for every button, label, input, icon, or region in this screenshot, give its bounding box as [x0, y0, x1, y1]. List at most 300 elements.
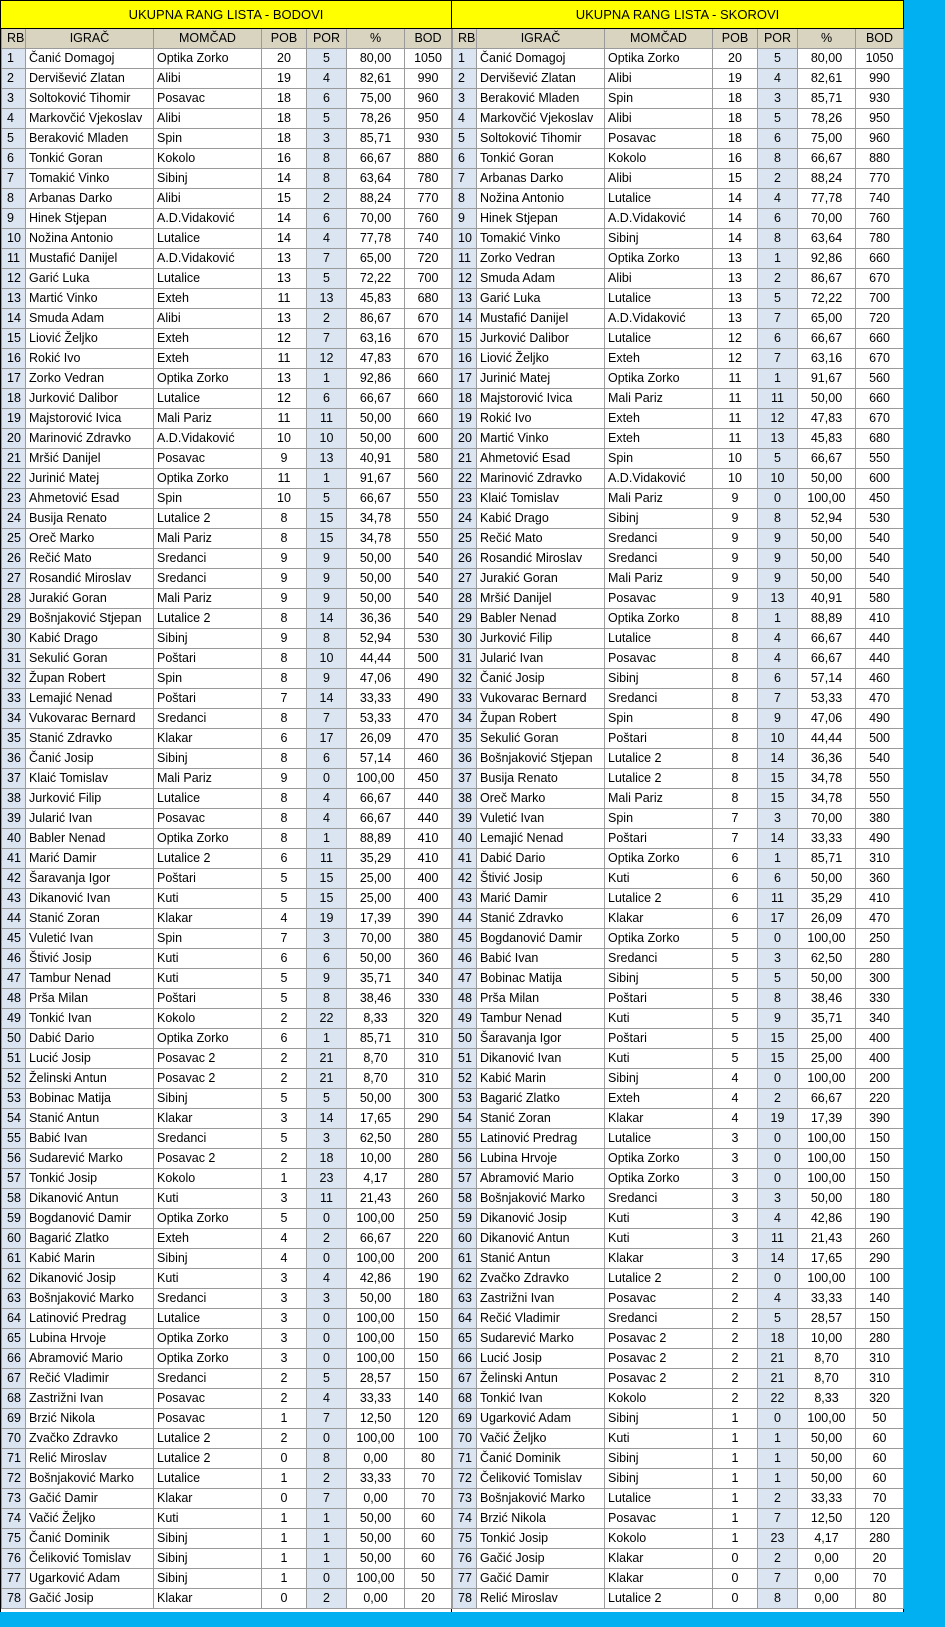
cell-wins: 6 — [262, 849, 307, 869]
cell-player: Dervišević Zlatan — [477, 69, 605, 89]
cell-percent: 100,00 — [798, 1169, 856, 1189]
cell-player: Bobinac Matija — [477, 969, 605, 989]
header-row — [453, 29, 904, 49]
table-row — [2, 729, 452, 749]
cell-rank: 5 — [2, 129, 26, 149]
cell-percent: 66,67 — [347, 489, 405, 509]
table-row — [2, 589, 452, 609]
cell-points: 720 — [405, 249, 452, 269]
cell-losses: 6 — [307, 389, 347, 409]
cell-points: 390 — [405, 909, 452, 929]
cell-team: Klakar — [605, 1569, 713, 1589]
cell-player: Gačić Josip — [477, 1549, 605, 1569]
cell-wins: 8 — [262, 649, 307, 669]
cell-player: Sekulić Goran — [26, 649, 154, 669]
cell-percent: 50,00 — [347, 949, 405, 969]
cell-rank: 55 — [2, 1129, 26, 1149]
cell-team: Spin — [154, 129, 262, 149]
cell-points: 150 — [856, 1169, 904, 1189]
table-row — [453, 1169, 904, 1189]
cell-losses: 9 — [307, 569, 347, 589]
cell-losses: 7 — [758, 349, 798, 369]
table-row — [453, 189, 904, 209]
cell-percent: 8,70 — [798, 1369, 856, 1389]
table-row — [2, 1549, 452, 1569]
cell-points: 760 — [856, 209, 904, 229]
cell-wins: 8 — [262, 509, 307, 529]
cell-losses: 9 — [758, 709, 798, 729]
cell-player: Kabić Drago — [477, 509, 605, 529]
cell-points: 70 — [856, 1489, 904, 1509]
cell-percent: 10,00 — [347, 1149, 405, 1169]
cell-percent: 40,91 — [347, 449, 405, 469]
cell-percent: 72,22 — [798, 289, 856, 309]
cell-player: Babler Nenad — [26, 829, 154, 849]
cell-percent: 0,00 — [347, 1489, 405, 1509]
table-row — [453, 1149, 904, 1169]
cell-losses: 4 — [307, 789, 347, 809]
table-row — [2, 469, 452, 489]
cell-player: Zvačko Zdravko — [26, 1429, 154, 1449]
cell-points: 660 — [405, 389, 452, 409]
table-row — [2, 1309, 452, 1329]
cell-player: Dabić Dario — [26, 1029, 154, 1049]
cell-rank: 59 — [453, 1209, 477, 1229]
cell-percent: 12,50 — [798, 1509, 856, 1529]
cell-losses: 3 — [307, 929, 347, 949]
cell-points: 460 — [856, 669, 904, 689]
cell-points: 410 — [405, 829, 452, 849]
cell-wins: 13 — [262, 269, 307, 289]
cell-losses: 1 — [307, 369, 347, 389]
table-row — [2, 1489, 452, 1509]
cell-rank: 3 — [453, 89, 477, 109]
cell-rank: 68 — [453, 1389, 477, 1409]
cell-rank: 4 — [2, 109, 26, 129]
cell-team: Lutalice 2 — [605, 1589, 713, 1609]
cell-wins: 2 — [262, 1369, 307, 1389]
cell-losses: 5 — [758, 449, 798, 469]
cell-rank: 24 — [453, 509, 477, 529]
cell-rank: 15 — [2, 329, 26, 349]
cell-player: Rečić Vladimir — [26, 1369, 154, 1389]
cell-percent: 91,67 — [798, 369, 856, 389]
cell-wins: 11 — [713, 429, 758, 449]
cell-losses: 4 — [307, 809, 347, 829]
cell-team: Sibinj — [605, 509, 713, 529]
cell-points: 950 — [856, 109, 904, 129]
cell-rank: 51 — [2, 1049, 26, 1069]
cell-wins: 3 — [713, 1189, 758, 1209]
cell-percent: 100,00 — [347, 1209, 405, 1229]
cell-losses: 7 — [307, 709, 347, 729]
cell-losses: 0 — [307, 1569, 347, 1589]
cell-points: 930 — [405, 129, 452, 149]
cell-losses: 21 — [758, 1349, 798, 1369]
table-row — [453, 549, 904, 569]
cell-team: Kokolo — [605, 1389, 713, 1409]
cell-rank: 40 — [2, 829, 26, 849]
column-header-wins: POB — [262, 29, 307, 49]
cell-rank: 17 — [453, 369, 477, 389]
cell-losses: 6 — [758, 129, 798, 149]
cell-percent: 50,00 — [347, 549, 405, 569]
table-row — [453, 509, 904, 529]
cell-percent: 53,33 — [798, 689, 856, 709]
cell-team: Sredanci — [154, 1129, 262, 1149]
cell-rank: 64 — [2, 1309, 26, 1329]
table-row — [2, 609, 452, 629]
cell-wins: 18 — [262, 109, 307, 129]
table-row — [453, 1509, 904, 1529]
cell-points: 600 — [856, 469, 904, 489]
cell-percent: 70,00 — [347, 929, 405, 949]
cell-points: 740 — [856, 189, 904, 209]
cell-wins: 2 — [262, 1429, 307, 1449]
cell-points: 380 — [405, 929, 452, 949]
cell-wins: 13 — [713, 289, 758, 309]
cell-team: Optika Zorko — [154, 1349, 262, 1369]
cell-losses: 3 — [758, 89, 798, 109]
table-row — [453, 1549, 904, 1569]
cell-losses: 6 — [758, 669, 798, 689]
cell-rank: 72 — [453, 1469, 477, 1489]
cell-rank: 49 — [2, 1009, 26, 1029]
cell-points: 400 — [405, 869, 452, 889]
cell-wins: 6 — [713, 849, 758, 869]
cell-rank: 78 — [453, 1589, 477, 1609]
cell-percent: 66,67 — [347, 789, 405, 809]
cell-rank: 41 — [2, 849, 26, 869]
cell-player: Babler Nenad — [477, 609, 605, 629]
cell-team: Posavac — [605, 649, 713, 669]
cell-points: 680 — [405, 289, 452, 309]
cell-player: Kabić Marin — [26, 1249, 154, 1269]
cell-losses: 3 — [758, 1189, 798, 1209]
cell-losses: 9 — [307, 969, 347, 989]
cell-rank: 28 — [2, 589, 26, 609]
cell-team: Kokolo — [605, 149, 713, 169]
cell-wins: 9 — [713, 589, 758, 609]
cell-percent: 88,24 — [347, 189, 405, 209]
cell-rank: 13 — [2, 289, 26, 309]
cell-losses: 4 — [758, 189, 798, 209]
cell-percent: 26,09 — [798, 909, 856, 929]
cell-team: Kuti — [605, 1209, 713, 1229]
cell-percent: 33,33 — [347, 689, 405, 709]
cell-losses: 10 — [307, 649, 347, 669]
cell-losses: 2 — [758, 269, 798, 289]
cell-losses: 6 — [758, 869, 798, 889]
cell-losses: 11 — [758, 1229, 798, 1249]
cell-rank: 14 — [453, 309, 477, 329]
cell-rank: 69 — [453, 1409, 477, 1429]
cell-rank: 63 — [2, 1289, 26, 1309]
cell-team: Optika Zorko — [605, 929, 713, 949]
cell-losses: 8 — [758, 1589, 798, 1609]
cell-points: 450 — [856, 489, 904, 509]
cell-team: Klakar — [154, 729, 262, 749]
table-row — [2, 1329, 452, 1349]
cell-percent: 85,71 — [347, 1029, 405, 1049]
cell-team: Exteh — [154, 1229, 262, 1249]
cell-wins: 8 — [713, 669, 758, 689]
cell-player: Stanić Zoran — [26, 909, 154, 929]
cell-player: Mršić Danijel — [26, 449, 154, 469]
cell-player: Oreč Marko — [26, 529, 154, 549]
cell-team: Posavac — [605, 589, 713, 609]
table-row — [2, 549, 452, 569]
column-header-losses: POR — [758, 29, 798, 49]
cell-percent: 17,39 — [347, 909, 405, 929]
cell-points: 560 — [856, 369, 904, 389]
cell-rank: 48 — [2, 989, 26, 1009]
cell-wins: 5 — [713, 1049, 758, 1069]
cell-losses: 11 — [307, 409, 347, 429]
cell-percent: 47,83 — [347, 349, 405, 369]
cell-player: Bagarić Zlatko — [477, 1089, 605, 1109]
cell-team: Kuti — [154, 969, 262, 989]
column-header-player: IGRAČ — [477, 29, 605, 49]
cell-losses: 9 — [307, 549, 347, 569]
cell-losses: 10 — [758, 469, 798, 489]
cell-team: Lutalice 2 — [154, 1449, 262, 1469]
cell-losses: 4 — [307, 1269, 347, 1289]
cell-losses: 0 — [758, 1269, 798, 1289]
table-row — [2, 449, 452, 469]
cell-rank: 54 — [453, 1109, 477, 1129]
cell-player: Tonkić Ivan — [26, 1009, 154, 1029]
table-row — [453, 229, 904, 249]
cell-team: Optika Zorko — [605, 369, 713, 389]
cell-wins: 8 — [713, 689, 758, 709]
cell-team: Sredanci — [605, 689, 713, 709]
cell-team: Poštari — [154, 869, 262, 889]
cell-wins: 8 — [262, 709, 307, 729]
cell-points: 470 — [405, 709, 452, 729]
cell-wins: 3 — [262, 1309, 307, 1329]
cell-team: Sibinj — [154, 1569, 262, 1589]
cell-percent: 8,33 — [347, 1009, 405, 1029]
cell-percent: 63,64 — [347, 169, 405, 189]
cell-points: 540 — [856, 569, 904, 589]
cell-team: Alibi — [605, 69, 713, 89]
cell-points: 540 — [856, 529, 904, 549]
cell-losses: 0 — [758, 1129, 798, 1149]
table-row — [453, 1289, 904, 1309]
cell-percent: 44,44 — [347, 649, 405, 669]
cell-points: 150 — [405, 1329, 452, 1349]
cell-percent: 80,00 — [347, 49, 405, 69]
cell-wins: 5 — [262, 1129, 307, 1149]
cell-team: Poštari — [154, 989, 262, 1009]
cell-team: Posavac 2 — [605, 1349, 713, 1369]
cell-points: 680 — [856, 429, 904, 449]
cell-losses: 1 — [758, 609, 798, 629]
cell-percent: 52,94 — [798, 509, 856, 529]
cell-player: Smuda Adam — [26, 309, 154, 329]
cell-team: Kuti — [154, 1269, 262, 1289]
cell-percent: 70,00 — [798, 809, 856, 829]
cell-losses: 7 — [307, 329, 347, 349]
cell-percent: 36,36 — [347, 609, 405, 629]
cell-percent: 50,00 — [347, 409, 405, 429]
cell-team: Sredanci — [605, 949, 713, 969]
cell-wins: 3 — [713, 1129, 758, 1149]
cell-rank: 42 — [453, 869, 477, 889]
cell-rank: 68 — [2, 1389, 26, 1409]
cell-player: Hinek Stjepan — [477, 209, 605, 229]
cell-wins: 8 — [262, 809, 307, 829]
cell-points: 540 — [405, 569, 452, 589]
cell-percent: 77,78 — [798, 189, 856, 209]
cell-rank: 74 — [2, 1509, 26, 1529]
cell-team: Spin — [605, 89, 713, 109]
cell-rank: 36 — [2, 749, 26, 769]
cell-points: 180 — [856, 1189, 904, 1209]
table-row — [453, 209, 904, 229]
cell-points: 70 — [405, 1489, 452, 1509]
cell-points: 470 — [856, 909, 904, 929]
cell-points: 550 — [856, 769, 904, 789]
cell-rank: 48 — [453, 989, 477, 1009]
table-row — [453, 529, 904, 549]
cell-losses: 18 — [758, 1329, 798, 1349]
cell-wins: 14 — [262, 229, 307, 249]
cell-losses: 9 — [307, 669, 347, 689]
table-row — [453, 249, 904, 269]
table-row — [2, 109, 452, 129]
cell-losses: 7 — [307, 249, 347, 269]
cell-losses: 1 — [307, 1529, 347, 1549]
cell-points: 300 — [856, 969, 904, 989]
cell-points: 300 — [405, 1089, 452, 1109]
panel-title: UKUPNA RANG LISTA - BODOVI — [1, 0, 451, 29]
cell-rank: 44 — [453, 909, 477, 929]
cell-points: 330 — [405, 989, 452, 1009]
cell-percent: 25,00 — [347, 889, 405, 909]
table-row — [2, 1509, 452, 1529]
cell-team: Kokolo — [605, 1529, 713, 1549]
cell-wins: 3 — [713, 1229, 758, 1249]
cell-wins: 20 — [713, 49, 758, 69]
cell-points: 250 — [405, 1209, 452, 1229]
cell-player: Gačić Josip — [26, 1589, 154, 1609]
cell-losses: 6 — [307, 949, 347, 969]
table-row — [453, 1309, 904, 1329]
cell-rank: 10 — [453, 229, 477, 249]
cell-team: Sibinj — [605, 969, 713, 989]
cell-points: 930 — [856, 89, 904, 109]
cell-percent: 44,44 — [798, 729, 856, 749]
cell-team: A.D.Vidaković — [154, 249, 262, 269]
cell-rank: 19 — [2, 409, 26, 429]
cell-points: 550 — [405, 509, 452, 529]
cell-wins: 1 — [713, 1509, 758, 1529]
cell-rank: 60 — [453, 1229, 477, 1249]
table-row — [2, 1229, 452, 1249]
cell-team: Spin — [605, 809, 713, 829]
cell-losses: 15 — [307, 889, 347, 909]
cell-points: 440 — [405, 789, 452, 809]
cell-wins: 11 — [713, 409, 758, 429]
cell-points: 200 — [856, 1069, 904, 1089]
cell-losses: 7 — [758, 1509, 798, 1529]
cell-team: Klakar — [154, 1109, 262, 1129]
column-header-points: BOD — [405, 29, 452, 49]
cell-wins: 3 — [262, 1289, 307, 1309]
cell-points: 490 — [856, 829, 904, 849]
cell-wins: 5 — [713, 989, 758, 1009]
cell-losses: 3 — [758, 949, 798, 969]
cell-player: Zastrižni Ivan — [477, 1289, 605, 1309]
cell-wins: 3 — [262, 1109, 307, 1129]
cell-rank: 9 — [453, 209, 477, 229]
cell-points: 580 — [405, 449, 452, 469]
cell-percent: 78,26 — [347, 109, 405, 129]
cell-team: Spin — [605, 449, 713, 469]
cell-losses: 8 — [758, 229, 798, 249]
cell-wins: 5 — [713, 929, 758, 949]
cell-percent: 35,71 — [798, 1009, 856, 1029]
cell-losses: 8 — [307, 629, 347, 649]
cell-wins: 19 — [713, 69, 758, 89]
cell-rank: 66 — [453, 1349, 477, 1369]
cell-player: Zvačko Zdravko — [477, 1269, 605, 1289]
cell-wins: 7 — [713, 809, 758, 829]
cell-rank: 47 — [2, 969, 26, 989]
cell-team: Lutalice 2 — [154, 509, 262, 529]
cell-player: Babić Ivan — [477, 949, 605, 969]
cell-percent: 62,50 — [798, 949, 856, 969]
cell-wins: 11 — [262, 469, 307, 489]
cell-team: Sibinj — [605, 1449, 713, 1469]
cell-points: 780 — [856, 229, 904, 249]
cell-player: Čeliković Tomislav — [26, 1549, 154, 1569]
cell-player: Bagarić Zlatko — [26, 1229, 154, 1249]
cell-rank: 32 — [453, 669, 477, 689]
cell-wins: 3 — [713, 1209, 758, 1229]
cell-player: Arbanas Darko — [477, 169, 605, 189]
cell-percent: 52,94 — [347, 629, 405, 649]
cell-player: Bošnjaković Stjepan — [26, 609, 154, 629]
cell-team: Alibi — [605, 109, 713, 129]
cell-team: Klakar — [605, 1109, 713, 1129]
cell-percent: 63,16 — [798, 349, 856, 369]
cell-team: Klakar — [605, 909, 713, 929]
cell-percent: 33,33 — [347, 1469, 405, 1489]
cell-wins: 13 — [713, 309, 758, 329]
table-row — [453, 149, 904, 169]
cell-points: 550 — [405, 529, 452, 549]
cell-percent: 100,00 — [798, 1149, 856, 1169]
table-row — [453, 69, 904, 89]
cell-losses: 5 — [307, 489, 347, 509]
cell-percent: 8,70 — [798, 1349, 856, 1369]
cell-percent: 100,00 — [347, 1249, 405, 1269]
cell-team: Optika Zorko — [154, 49, 262, 69]
cell-percent: 66,67 — [798, 1089, 856, 1109]
table-row — [453, 769, 904, 789]
cell-wins: 8 — [713, 769, 758, 789]
cell-losses: 0 — [307, 1249, 347, 1269]
cell-wins: 8 — [713, 789, 758, 809]
cell-rank: 74 — [453, 1509, 477, 1529]
table-row — [453, 469, 904, 489]
cell-percent: 50,00 — [798, 869, 856, 889]
cell-losses: 15 — [307, 869, 347, 889]
cell-percent: 0,00 — [798, 1549, 856, 1569]
